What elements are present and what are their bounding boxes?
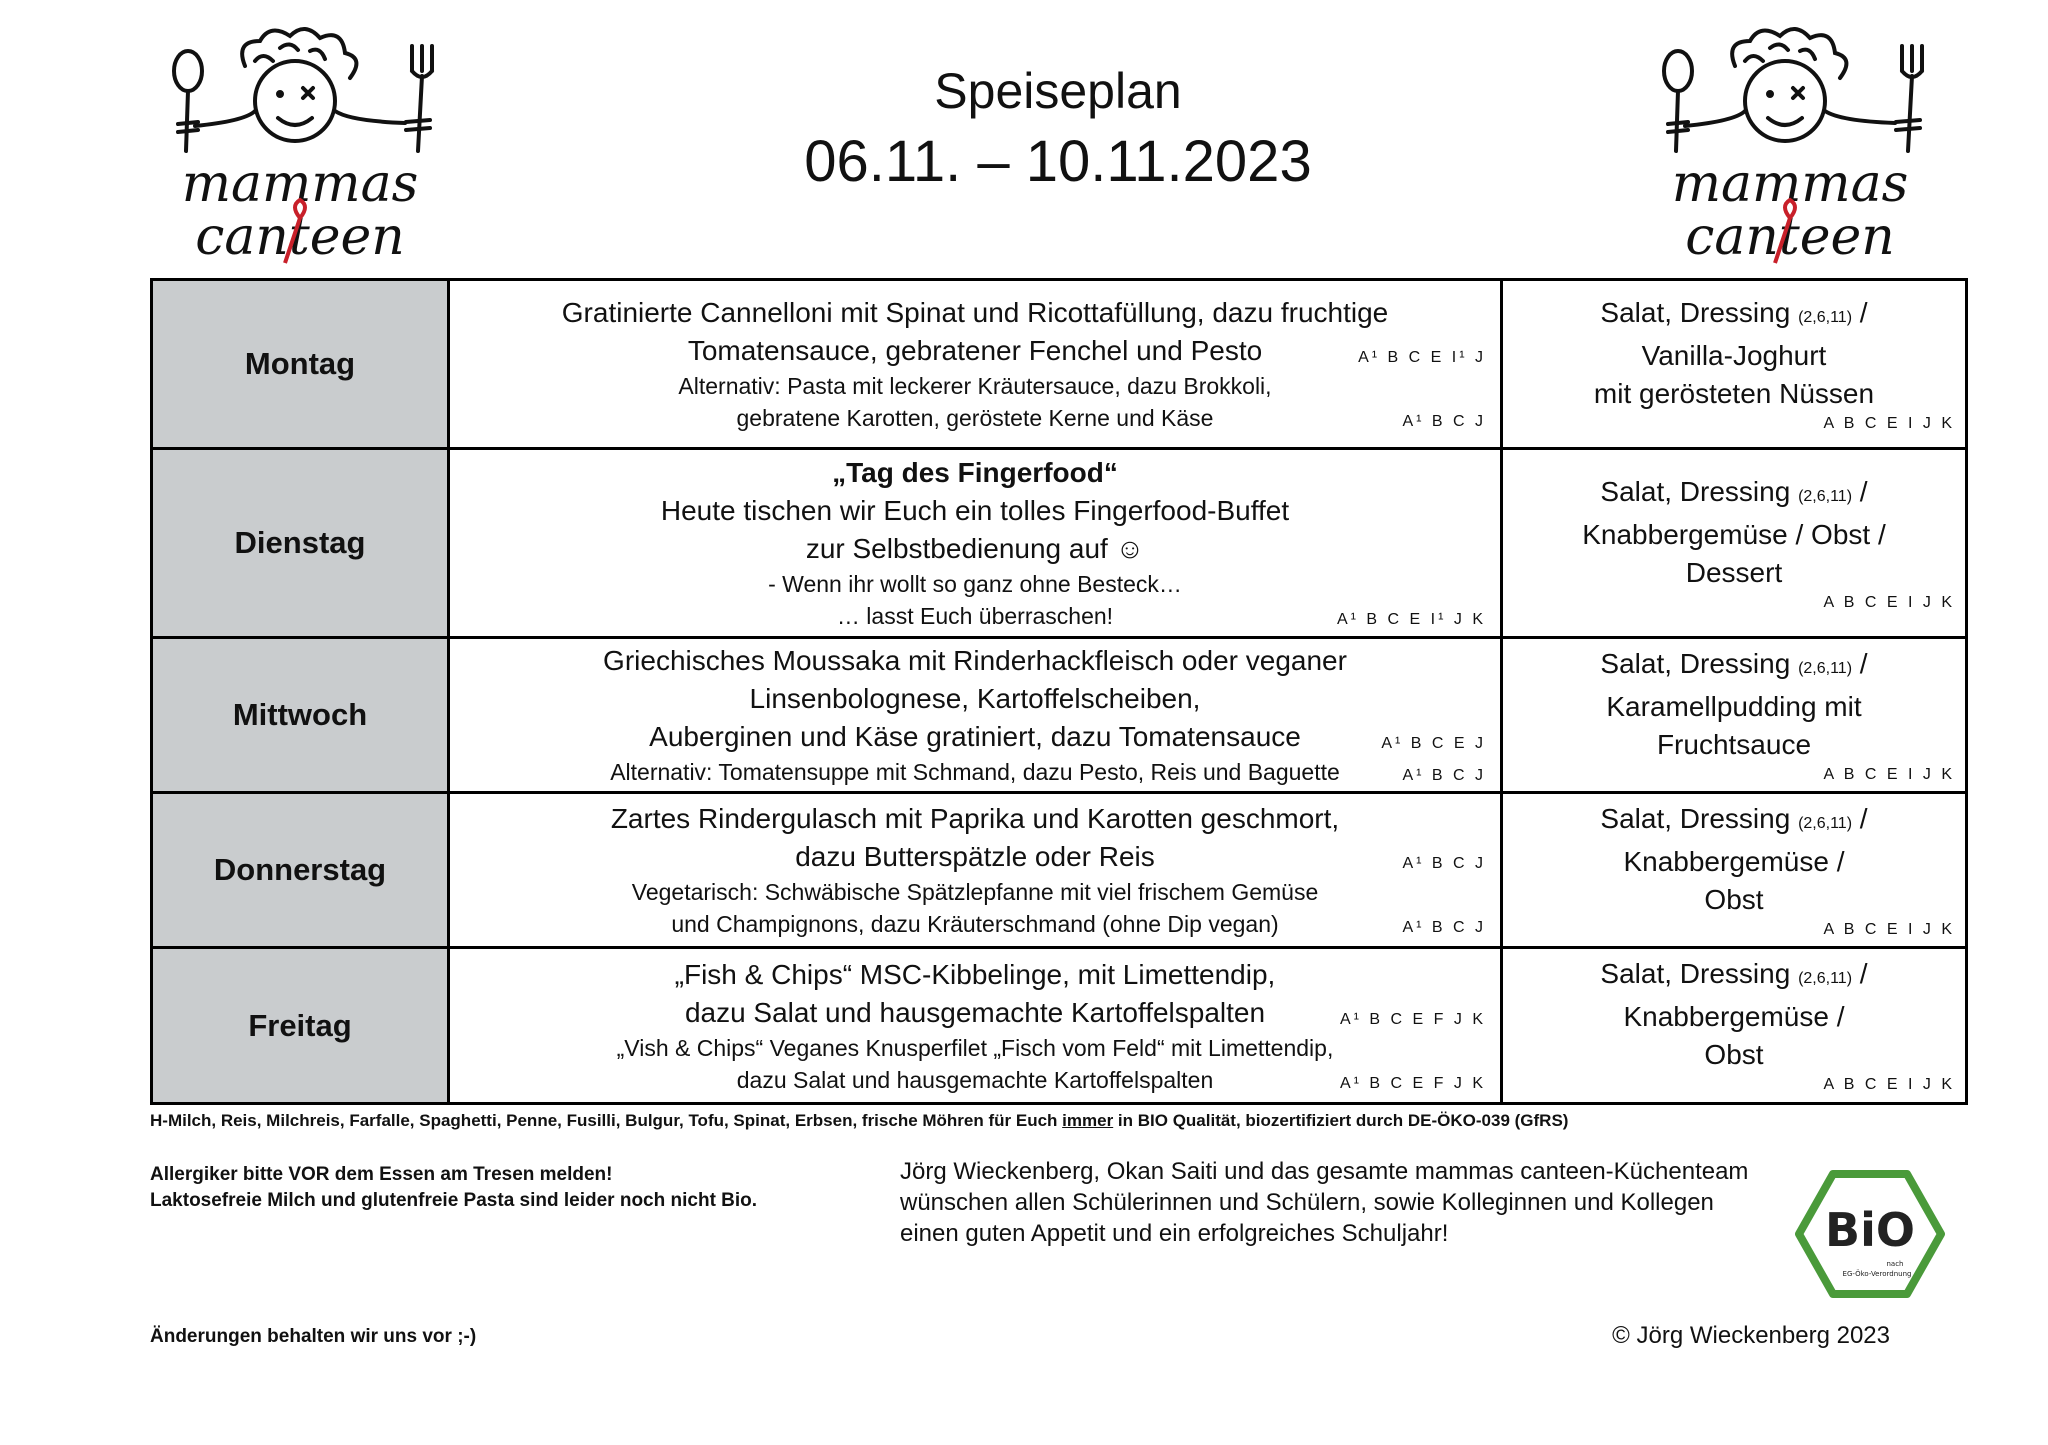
allergen-codes: A B C E I J K	[1823, 593, 1955, 611]
page-title: Speiseplan	[934, 63, 1182, 119]
separator: /	[1859, 475, 1868, 507]
dish-line	[450, 294, 1500, 332]
main-dish-cell	[450, 450, 1503, 639]
salad-line	[1503, 645, 1965, 688]
allergen-codes: A B C E I J K	[1823, 920, 1955, 938]
bio-seal-text: BiO	[1825, 1203, 1915, 1257]
dish-text: zur Selbstbedienung auf ☺	[805, 533, 1145, 564]
side-dish-cell	[1503, 794, 1965, 949]
copyright: © Jörg Wieckenberg 2023	[1612, 1322, 1890, 1349]
main-dish-cell	[450, 639, 1503, 794]
dish-line	[450, 492, 1500, 530]
dish-line	[450, 756, 1500, 788]
bio-seal-small-2: EG-Öko-Verordnung	[1842, 1270, 1912, 1278]
side-dish-cell	[1503, 949, 1965, 1102]
dish-line	[450, 568, 1500, 600]
dish-text: … lasst Euch überraschen!	[836, 603, 1114, 629]
main-dish-cell	[450, 949, 1503, 1102]
allergen-codes: A¹ B C J	[1402, 855, 1486, 872]
day-label: Dienstag	[153, 450, 450, 639]
dish-text: „Tag des Fingerfood“	[832, 457, 1118, 488]
menu-table	[150, 278, 1968, 1105]
dish-line	[450, 908, 1500, 940]
dish-text: Auberginen und Käse gratiniert, dazu Tomatensauce	[649, 721, 1301, 752]
separator: /	[1859, 802, 1868, 834]
dish-line	[450, 994, 1500, 1032]
salad-line	[1503, 294, 1965, 337]
day-label: Donnerstag	[153, 794, 450, 949]
allergen-codes: A¹ B C J	[1402, 413, 1486, 430]
dish-text: Griechisches Moussaka mit Rinderhackfleisch oder veganer	[603, 645, 1347, 676]
dish-line	[450, 1032, 1500, 1064]
dish-line	[450, 800, 1500, 838]
dish-line	[450, 680, 1500, 718]
bio-seal-small-1: nach	[1886, 1260, 1904, 1268]
additives: (2,6,11)	[1798, 659, 1853, 677]
side-dish-line: Karamellpudding mit	[1606, 690, 1862, 722]
salad-text: Salat, Dressing	[1600, 296, 1791, 328]
bio-ingredients-note	[150, 1111, 1568, 1131]
additives: (2,6,11)	[1798, 814, 1853, 832]
separator: /	[1859, 296, 1868, 328]
day-label: Montag	[153, 281, 450, 450]
allergen-codes: A B C E I J K	[1823, 414, 1955, 432]
dish-line	[450, 838, 1500, 876]
dish-text: dazu Salat und hausgemachte Kartoffelspalten	[736, 1066, 1214, 1093]
dish-text: Tomatensauce, gebratener Fenchel und Pesto	[687, 335, 1263, 366]
dish-text: dazu Salat und hausgemachte Kartoffelspalten	[684, 996, 1266, 1028]
side-dish-line: Knabbergemüse /	[1623, 845, 1845, 877]
dish-text: Vegetarisch: Schwäbische Spätzlepfanne mit viel frischem Gemüse	[631, 879, 1319, 905]
dish-text: Heute tischen wir Euch ein tolles Fingerfood-Buffet	[660, 495, 1290, 526]
dish-line	[450, 454, 1500, 492]
dish-line	[450, 876, 1500, 908]
allergen-codes: A B C E I J K	[1823, 765, 1955, 783]
side-dish-line: Obst	[1704, 883, 1764, 915]
side-dish-cell	[1503, 639, 1965, 794]
dish-line	[450, 1064, 1500, 1096]
bio-note-end: in BIO Qualität, biozertifiziert durch DE-ÖKO-039 (GfRS)	[1113, 1111, 1569, 1130]
day-label: Freitag	[153, 949, 450, 1102]
salad-text: Salat, Dressing	[1600, 802, 1791, 834]
logo-text-line1: mammas	[1671, 154, 1909, 214]
date-range: 06.11. – 10.11.2023	[804, 129, 1312, 194]
allergen-codes: A¹ B C J	[1402, 919, 1486, 936]
dish-text: Zartes Rindergulasch mit Paprika und Karotten geschmort,	[610, 803, 1340, 834]
side-dish-line: Dessert	[1685, 556, 1783, 588]
dish-line	[450, 600, 1500, 632]
side-dish-line: Obst	[1704, 1039, 1764, 1070]
dish-text: Alternativ: Tomatensuppe mit Schmand, dazu Pesto, Reis und Baguette	[610, 759, 1340, 785]
dish-text: und Champignons, dazu Kräuterschmand (ohne Dip vegan)	[671, 911, 1279, 937]
dish-text: - Wenn ihr wollt so ganz ohne Besteck…	[768, 571, 1182, 597]
greeting-line: wünschen allen Schülerinnen und Schülern, sowie Kolleginnen und Kollegen	[900, 1189, 1714, 1216]
salad-line	[1503, 473, 1965, 516]
allergy-note: Allergiker bitte VOR dem Essen am Tresen melden!	[150, 1164, 613, 1185]
dish-line	[450, 332, 1500, 370]
allergen-codes: A¹ B C E F J K	[1339, 1074, 1486, 1092]
dish-text: gebratene Karotten, geröstete Kerne und Käse	[736, 405, 1214, 431]
logo-text-line2: canteen	[1685, 207, 1895, 266]
logo-text-line2: canteen	[195, 207, 405, 266]
side-dish-line: Fruchtsauce	[1656, 728, 1812, 760]
day-label: Mittwoch	[153, 639, 450, 794]
side-dish-cell	[1503, 450, 1965, 639]
dish-text: „Fish & Chips“ MSC-Kibbelinge, mit Limettendip,	[674, 958, 1276, 990]
dish-line	[450, 956, 1500, 994]
mammas-canteen-logo-right	[1640, 26, 1940, 266]
side-dish-line: mit gerösteten Nüssen	[1593, 377, 1875, 409]
mammas-canteen-logo-left	[150, 26, 450, 266]
allergen-codes: A¹ B C E F J K	[1339, 1010, 1486, 1028]
allergen-codes: A B C E I J K	[1823, 1076, 1955, 1093]
dish-text: dazu Butterspätzle oder Reis	[795, 841, 1155, 872]
bio-seal-icon	[1795, 1168, 1945, 1300]
additives: (2,6,11)	[1798, 308, 1853, 326]
dish-line	[450, 718, 1500, 756]
main-dish-cell	[450, 794, 1503, 949]
side-dish-line: Knabbergemüse /	[1623, 1001, 1845, 1032]
allergen-codes: A¹ B C E I¹ J	[1358, 349, 1486, 366]
additives: (2,6,11)	[1798, 487, 1853, 505]
dish-text: Alternativ: Pasta mit leckerer Kräutersauce, dazu Brokkoli,	[678, 373, 1272, 399]
salad-line	[1503, 955, 1965, 998]
main-dish-cell	[450, 281, 1503, 450]
greeting-line: einen guten Appetit und ein erfolgreiches Schuljahr!	[900, 1220, 1449, 1247]
lactose-note: Laktosefreie Milch und glutenfreie Pasta sind leider noch nicht Bio.	[150, 1190, 758, 1211]
mascot-icon	[150, 26, 450, 266]
greeting-paragraph	[900, 1156, 1748, 1249]
bio-seal	[1795, 1168, 1945, 1300]
allergen-codes: A¹ B C E I¹ J K	[1336, 611, 1486, 628]
dish-line	[450, 642, 1500, 680]
side-dish-line: Vanilla-Joghurt	[1641, 339, 1827, 371]
bio-note-underlined: immer	[1062, 1111, 1114, 1130]
dish-text: Linsenbolognese, Kartoffelscheiben,	[749, 683, 1201, 714]
additives: (2,6,11)	[1798, 970, 1853, 987]
allergen-codes: A¹ B C E J	[1381, 735, 1486, 752]
dish-text: „Vish & Chips“ Veganes Knusperfilet „Fisch vom Feld“ mit Limettendip,	[616, 1034, 1334, 1061]
side-dish-line: Knabbergemüse / Obst /	[1582, 518, 1886, 550]
greeting-line: Jörg Wieckenberg, Okan Saiti und das gesamte mammas canteen-Küchenteam	[900, 1158, 1749, 1185]
salad-text: Salat, Dressing	[1600, 647, 1791, 679]
bio-note-start: H-Milch, Reis, Milchreis, Farfalle, Spaghetti, Penne, Fusilli, Bulgur, Tofu, Spinat, Erbsen, frische Möhren für Euch	[150, 1111, 1063, 1130]
salad-text: Salat, Dressing	[1600, 475, 1791, 507]
separator: /	[1859, 958, 1868, 989]
dish-line	[450, 402, 1500, 434]
salad-text: Salat, Dressing	[1600, 958, 1791, 989]
allergen-codes: A¹ B C J	[1402, 767, 1486, 784]
salad-line	[1503, 800, 1965, 843]
changes-note: Änderungen behalten wir uns vor ;-)	[150, 1326, 477, 1347]
logo-text-line1: mammas	[181, 154, 419, 214]
dish-text: Gratinierte Cannelloni mit Spinat und Ricottafüllung, dazu fruchtige	[561, 297, 1389, 328]
dish-line	[450, 530, 1500, 568]
separator: /	[1859, 647, 1868, 679]
side-dish-cell	[1503, 281, 1965, 450]
mascot-icon	[1640, 26, 1940, 266]
dish-line	[450, 370, 1500, 402]
